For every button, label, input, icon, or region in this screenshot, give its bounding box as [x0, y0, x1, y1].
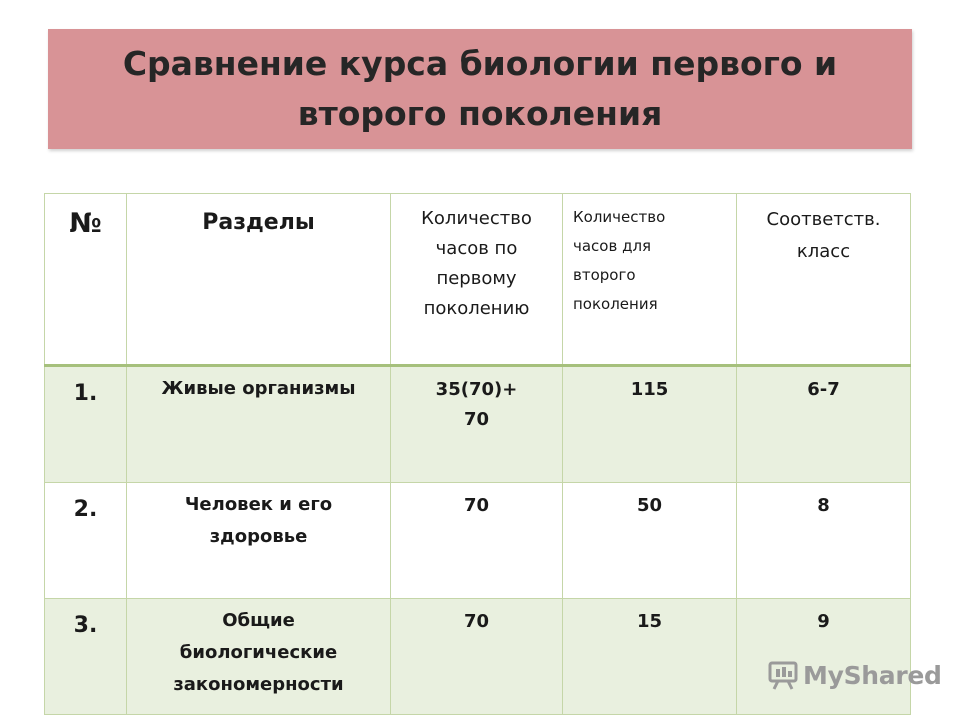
- table-header-row: [45, 194, 911, 366]
- row-number: 2.: [45, 483, 127, 599]
- row-section: Человек и его здоровье: [127, 483, 391, 599]
- presentation-board-icon: [768, 660, 798, 690]
- header-sections: Разделы: [127, 194, 391, 366]
- row-number: 3.: [45, 599, 127, 715]
- row-grade: 9: [737, 599, 911, 715]
- row-grade: 8: [737, 483, 911, 599]
- header-hours-second-generation: Количество часов для второго поколения: [563, 194, 737, 366]
- header-grade: Соответств. класс: [737, 194, 911, 366]
- table-row: [45, 366, 911, 483]
- table-row: [45, 483, 911, 599]
- comparison-table: [44, 193, 911, 715]
- row-hours-second: 15: [563, 599, 737, 715]
- row-hours-second: 50: [563, 483, 737, 599]
- row-hours-first: 70: [391, 483, 563, 599]
- row-section: Живые организмы: [127, 366, 391, 483]
- watermark-text: MyShared: [803, 660, 942, 690]
- row-section: Общие биологические закономерности: [127, 599, 391, 715]
- header-number: №: [45, 194, 127, 366]
- header-hours-first-generation: Количество часов по первому поколению: [391, 194, 563, 366]
- row-hours-first: 70: [391, 599, 563, 715]
- slide-title-line-2: второго поколения: [297, 94, 663, 133]
- slide-title-line-1: Сравнение курса биологии первого и: [122, 44, 838, 83]
- row-hours-first: 35(70)+ 70: [391, 366, 563, 483]
- slide-title-banner: [48, 29, 912, 149]
- row-hours-second: 115: [563, 366, 737, 483]
- myshared-watermark: [768, 656, 942, 694]
- row-grade: 6-7: [737, 366, 911, 483]
- row-number: 1.: [45, 366, 127, 483]
